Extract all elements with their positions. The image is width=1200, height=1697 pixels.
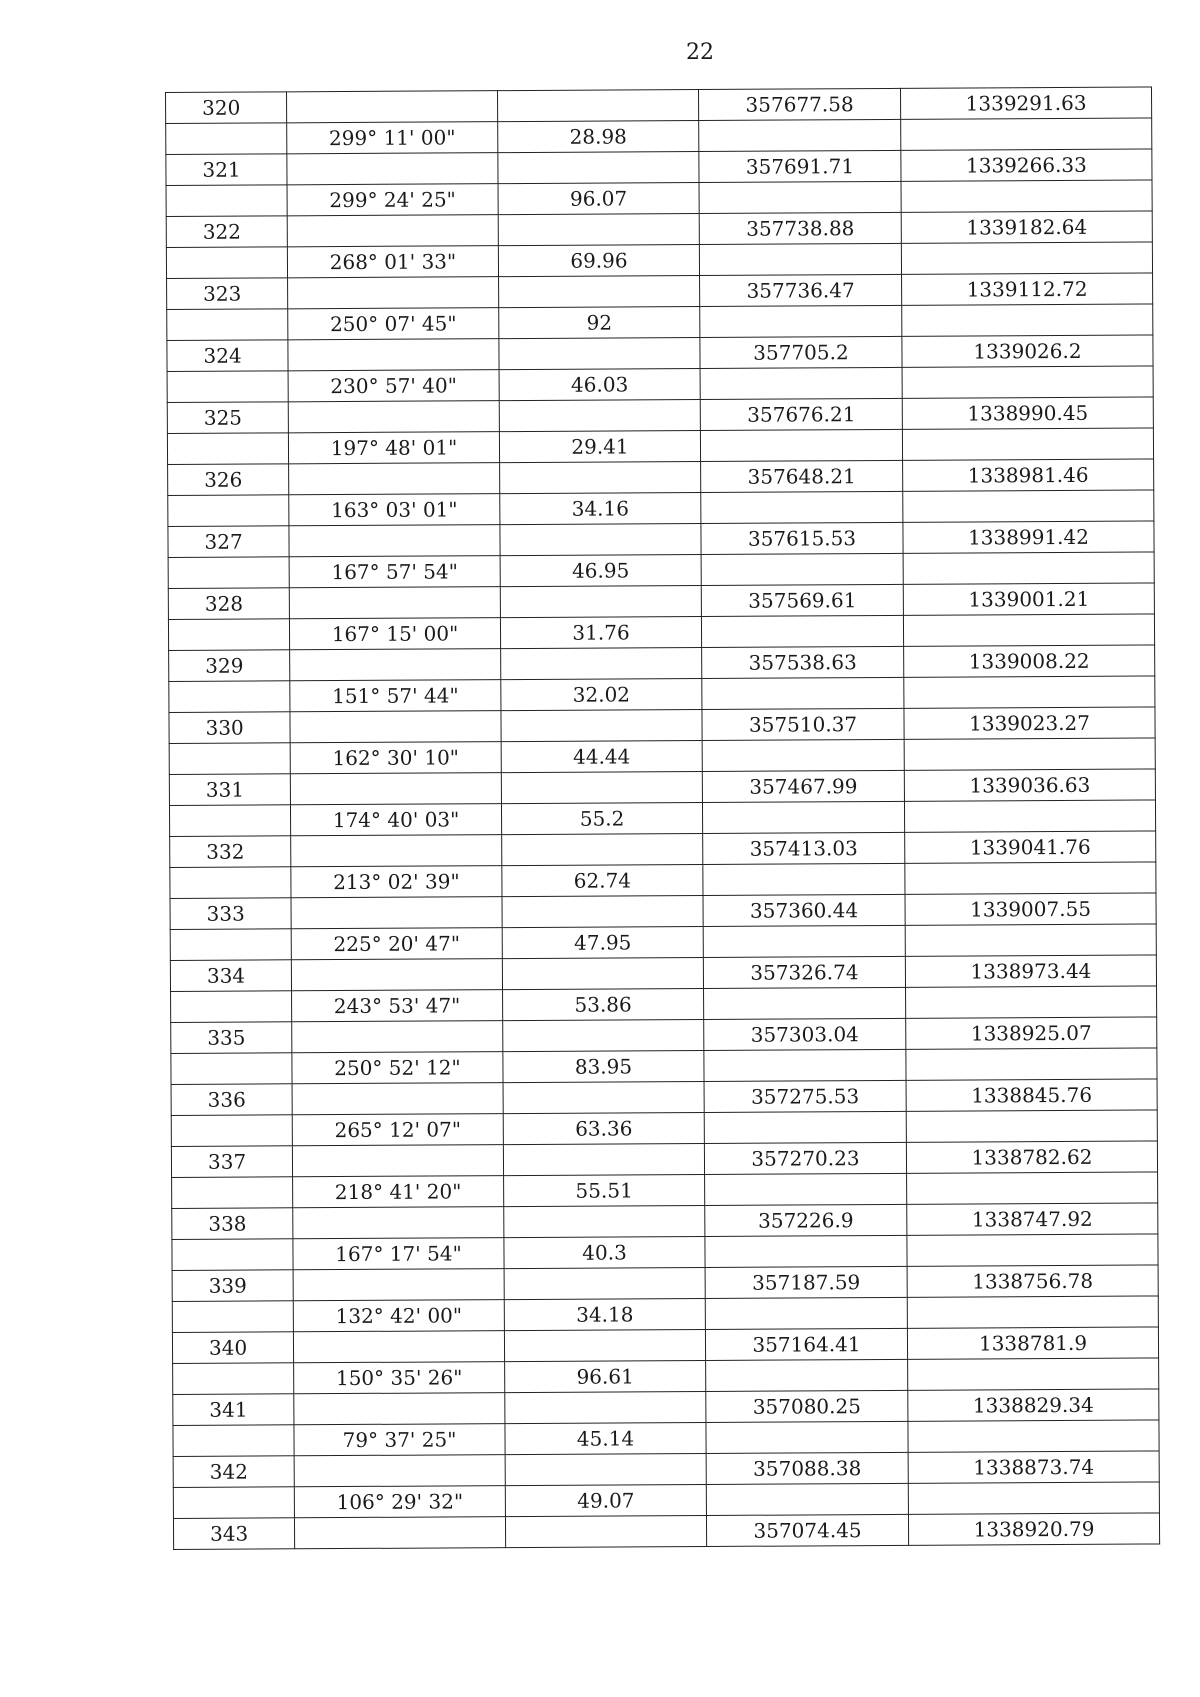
station-id-cell: 342 xyxy=(173,1456,294,1488)
station-id-cell: 321 xyxy=(166,154,287,186)
station-row xyxy=(170,955,1156,992)
bearing-cell: 106° 29' 32" xyxy=(294,1486,505,1518)
empty-distance-cell xyxy=(503,1082,704,1114)
northing-cell: 1339007.55 xyxy=(905,893,1156,925)
northing-cell: 1338845.76 xyxy=(906,1079,1157,1111)
empty-easting-cell xyxy=(705,1297,907,1329)
empty-station-cell xyxy=(172,1239,293,1271)
bearing-cell: 218° 41' 20" xyxy=(293,1176,504,1208)
distance-cell: 83.95 xyxy=(503,1051,704,1083)
empty-distance-cell xyxy=(502,896,703,928)
empty-easting-cell xyxy=(706,1359,908,1391)
empty-station-cell xyxy=(169,681,290,713)
empty-northing-cell xyxy=(907,1296,1158,1328)
empty-station-cell xyxy=(171,1115,292,1147)
station-row xyxy=(167,273,1153,310)
empty-easting-cell xyxy=(706,1421,908,1453)
empty-distance-cell xyxy=(501,772,702,804)
empty-easting-cell xyxy=(701,615,903,647)
empty-bearing-cell xyxy=(290,773,501,805)
bearing-cell: 213° 02' 39" xyxy=(291,866,502,898)
station-row xyxy=(171,1017,1157,1054)
distance-cell: 44.44 xyxy=(501,741,702,773)
empty-station-cell xyxy=(168,557,289,589)
distance-cell: 62.74 xyxy=(502,865,703,897)
empty-distance-cell xyxy=(504,1206,705,1238)
station-row xyxy=(173,1451,1159,1488)
bearing-cell: 250° 52' 12" xyxy=(292,1052,503,1084)
empty-bearing-cell xyxy=(293,1331,504,1363)
empty-station-cell xyxy=(166,247,287,279)
empty-easting-cell xyxy=(700,429,902,461)
empty-easting-cell xyxy=(705,1235,907,1267)
empty-bearing-cell xyxy=(292,1083,503,1115)
easting-cell: 357088.38 xyxy=(706,1452,908,1484)
empty-station-cell xyxy=(167,309,288,341)
northing-cell: 1339008.22 xyxy=(904,645,1155,677)
easting-cell: 357736.47 xyxy=(700,274,902,306)
empty-bearing-cell xyxy=(290,649,501,681)
station-id-cell: 323 xyxy=(167,278,288,310)
bearing-cell: 167° 57' 54" xyxy=(289,556,500,588)
easting-cell: 357413.03 xyxy=(703,832,905,864)
northing-cell: 1338925.07 xyxy=(906,1017,1157,1049)
empty-northing-cell xyxy=(906,1110,1157,1142)
station-row xyxy=(169,707,1155,744)
empty-station-cell xyxy=(168,495,289,527)
empty-distance-cell xyxy=(498,214,699,246)
empty-easting-cell xyxy=(699,243,901,275)
bearing-cell: 167° 17' 54" xyxy=(293,1238,504,1270)
easting-cell: 357738.88 xyxy=(699,212,901,244)
empty-easting-cell xyxy=(700,367,902,399)
empty-distance-cell xyxy=(505,1392,706,1424)
distance-cell: 69.96 xyxy=(498,245,699,277)
empty-distance-cell xyxy=(499,338,700,370)
empty-easting-cell xyxy=(703,925,905,957)
empty-distance-cell xyxy=(498,152,699,184)
empty-northing-cell xyxy=(904,676,1155,708)
station-row xyxy=(169,645,1155,682)
bearing-cell: 79° 37' 25" xyxy=(294,1424,505,1456)
empty-bearing-cell xyxy=(288,277,499,309)
easting-cell: 357510.37 xyxy=(702,708,904,740)
station-id-cell: 327 xyxy=(168,526,289,558)
empty-distance-cell xyxy=(502,834,703,866)
bearing-cell: 150° 35' 26" xyxy=(294,1362,505,1394)
empty-northing-cell xyxy=(906,986,1157,1018)
empty-northing-cell xyxy=(908,1358,1159,1390)
easting-cell: 357275.53 xyxy=(704,1080,906,1112)
station-id-cell: 329 xyxy=(169,650,290,682)
bearing-cell: 163° 03' 01" xyxy=(289,494,500,526)
bearing-cell: 268° 01' 33" xyxy=(287,246,498,278)
distance-cell: 55.51 xyxy=(504,1175,705,1207)
empty-station-cell xyxy=(172,1301,293,1333)
bearing-cell: 162° 30' 10" xyxy=(290,742,501,774)
station-id-cell: 336 xyxy=(171,1084,292,1116)
empty-bearing-cell xyxy=(287,153,498,185)
station-id-cell: 337 xyxy=(171,1146,292,1178)
easting-cell: 357691.71 xyxy=(699,150,901,182)
distance-cell: 53.86 xyxy=(503,989,704,1021)
bearing-cell: 230° 57' 40" xyxy=(288,370,499,402)
empty-northing-cell xyxy=(903,490,1154,522)
northing-cell: 1339036.63 xyxy=(904,769,1155,801)
empty-bearing-cell xyxy=(288,401,499,433)
empty-easting-cell xyxy=(702,739,904,771)
empty-distance-cell xyxy=(502,958,703,990)
easting-cell: 357226.9 xyxy=(705,1204,907,1236)
empty-station-cell xyxy=(173,1425,294,1457)
northing-cell: 1338991.42 xyxy=(903,521,1154,553)
distance-cell: 55.2 xyxy=(501,803,702,835)
survey-coordinates-table xyxy=(165,86,1160,1549)
station-id-cell: 324 xyxy=(167,340,288,372)
distance-cell: 92 xyxy=(499,307,700,339)
empty-northing-cell xyxy=(908,1420,1159,1452)
empty-northing-cell xyxy=(901,242,1152,274)
northing-cell: 1338747.92 xyxy=(907,1203,1158,1235)
empty-northing-cell xyxy=(908,1482,1159,1514)
distance-cell: 45.14 xyxy=(505,1422,706,1454)
distance-cell: 40.3 xyxy=(504,1237,705,1269)
distance-cell: 47.95 xyxy=(502,927,703,959)
empty-distance-cell xyxy=(500,524,701,556)
station-id-cell: 330 xyxy=(169,712,290,744)
empty-northing-cell xyxy=(904,800,1155,832)
northing-cell: 1339023.27 xyxy=(904,707,1155,739)
station-row xyxy=(166,149,1152,186)
northing-cell: 1338782.62 xyxy=(906,1141,1157,1173)
empty-station-cell xyxy=(169,743,290,775)
easting-cell: 357326.74 xyxy=(703,956,905,988)
empty-easting-cell xyxy=(701,553,903,585)
empty-northing-cell xyxy=(905,862,1156,894)
empty-bearing-cell xyxy=(289,525,500,557)
station-row xyxy=(172,1203,1158,1240)
station-row xyxy=(173,1389,1159,1426)
station-id-cell: 328 xyxy=(168,588,289,620)
bearing-cell: 151° 57' 44" xyxy=(290,680,501,712)
station-id-cell: 335 xyxy=(171,1022,292,1054)
empty-distance-cell xyxy=(500,586,701,618)
station-row xyxy=(171,1141,1157,1178)
empty-bearing-cell xyxy=(289,463,500,495)
empty-bearing-cell xyxy=(292,1145,503,1177)
station-row xyxy=(167,397,1153,434)
empty-distance-cell xyxy=(501,648,702,680)
station-row xyxy=(172,1327,1158,1364)
bearing-cell: 174° 40' 03" xyxy=(290,804,501,836)
empty-station-cell xyxy=(167,433,288,465)
station-row xyxy=(169,769,1155,806)
empty-distance-cell xyxy=(505,1453,706,1485)
easting-cell: 357303.04 xyxy=(704,1018,906,1050)
northing-cell: 1338829.34 xyxy=(908,1389,1159,1421)
easting-cell: 357467.99 xyxy=(702,770,904,802)
bearing-cell: 299° 24' 25" xyxy=(287,184,498,216)
empty-distance-cell xyxy=(499,276,700,308)
empty-station-cell xyxy=(172,1177,293,1209)
station-row xyxy=(171,1079,1157,1116)
easting-cell: 357615.53 xyxy=(701,522,903,554)
distance-cell: 96.07 xyxy=(498,183,699,215)
empty-bearing-cell xyxy=(287,215,498,247)
distance-cell: 96.61 xyxy=(505,1361,706,1393)
empty-northing-cell xyxy=(902,304,1153,336)
station-row xyxy=(168,459,1154,496)
empty-easting-cell xyxy=(702,801,904,833)
distance-cell: 29.41 xyxy=(499,431,700,463)
empty-station-cell xyxy=(171,991,292,1023)
bearing-cell: 250° 07' 45" xyxy=(288,308,499,340)
easting-cell: 357360.44 xyxy=(703,894,905,926)
bearing-cell: 243° 53' 47" xyxy=(292,990,503,1022)
station-row xyxy=(172,1265,1158,1302)
empty-northing-cell xyxy=(901,118,1152,150)
empty-bearing-cell xyxy=(292,1021,503,1053)
empty-easting-cell xyxy=(699,181,901,213)
empty-bearing-cell xyxy=(290,711,501,743)
station-row xyxy=(170,831,1156,868)
northing-cell: 1338873.74 xyxy=(908,1451,1159,1483)
empty-bearing-cell xyxy=(294,1455,505,1487)
empty-northing-cell xyxy=(903,552,1154,584)
empty-distance-cell xyxy=(503,1144,704,1176)
page-number: 22 xyxy=(686,40,714,65)
empty-station-cell xyxy=(167,371,288,403)
empty-easting-cell xyxy=(704,1111,906,1143)
empty-easting-cell xyxy=(705,1173,907,1205)
empty-bearing-cell xyxy=(294,1393,505,1425)
empty-northing-cell xyxy=(902,366,1153,398)
empty-northing-cell xyxy=(907,1234,1158,1266)
station-id-cell: 326 xyxy=(168,464,289,496)
empty-distance-cell xyxy=(504,1268,705,1300)
empty-distance-cell xyxy=(505,1515,706,1547)
empty-northing-cell xyxy=(907,1172,1158,1204)
empty-bearing-cell xyxy=(291,897,502,929)
empty-bearing-cell xyxy=(288,339,499,371)
empty-station-cell xyxy=(166,185,287,217)
easting-cell: 357705.2 xyxy=(700,336,902,368)
empty-distance-cell xyxy=(503,1020,704,1052)
empty-bearing-cell xyxy=(291,959,502,991)
northing-cell: 1339026.2 xyxy=(902,335,1153,367)
empty-distance-cell xyxy=(501,710,702,742)
station-id-cell: 333 xyxy=(170,898,291,930)
bearing-cell: 132° 42' 00" xyxy=(293,1300,504,1332)
distance-cell: 28.98 xyxy=(498,121,699,153)
empty-station-cell xyxy=(170,929,291,961)
bearing-cell: 225° 20' 47" xyxy=(291,928,502,960)
bearing-cell: 299° 11' 00" xyxy=(287,122,498,154)
northing-cell: 1339266.33 xyxy=(901,149,1152,181)
northing-cell: 1339291.63 xyxy=(900,87,1151,119)
distance-cell: 49.07 xyxy=(505,1484,706,1516)
empty-bearing-cell xyxy=(287,91,498,123)
empty-distance-cell xyxy=(500,462,701,494)
empty-bearing-cell xyxy=(289,587,500,619)
easting-cell: 357164.41 xyxy=(705,1328,907,1360)
empty-northing-cell xyxy=(903,614,1154,646)
empty-station-cell xyxy=(171,1053,292,1085)
easting-cell: 357648.21 xyxy=(701,460,903,492)
northing-cell: 1338990.45 xyxy=(902,397,1153,429)
empty-station-cell xyxy=(173,1363,294,1395)
station-row xyxy=(173,1513,1159,1550)
distance-cell: 46.03 xyxy=(499,369,700,401)
northing-cell: 1338973.44 xyxy=(905,955,1156,987)
empty-bearing-cell xyxy=(294,1517,505,1549)
station-row xyxy=(168,583,1154,620)
empty-easting-cell xyxy=(703,863,905,895)
station-id-cell: 341 xyxy=(173,1394,294,1426)
station-id-cell: 343 xyxy=(173,1518,294,1550)
distance-cell: 63.36 xyxy=(503,1113,704,1145)
station-row xyxy=(167,335,1153,372)
empty-easting-cell xyxy=(700,305,902,337)
station-id-cell: 340 xyxy=(172,1332,293,1364)
station-id-cell: 322 xyxy=(166,216,287,248)
distance-cell: 32.02 xyxy=(501,679,702,711)
bearing-cell: 197° 48' 01" xyxy=(288,432,499,464)
distance-cell: 31.76 xyxy=(500,617,701,649)
station-id-cell: 320 xyxy=(166,92,287,124)
northing-cell: 1338920.79 xyxy=(908,1513,1159,1545)
empty-easting-cell xyxy=(704,987,906,1019)
empty-northing-cell xyxy=(901,180,1152,212)
bearing-cell: 167° 15' 00" xyxy=(289,618,500,650)
station-id-cell: 339 xyxy=(172,1270,293,1302)
empty-bearing-cell xyxy=(291,835,502,867)
empty-easting-cell xyxy=(702,677,904,709)
station-row xyxy=(166,87,1152,124)
distance-cell: 46.95 xyxy=(500,555,701,587)
station-row xyxy=(166,211,1152,248)
empty-station-cell xyxy=(170,867,291,899)
station-id-cell: 331 xyxy=(169,774,290,806)
northing-cell: 1339001.21 xyxy=(903,583,1154,615)
empty-northing-cell xyxy=(904,738,1155,770)
empty-station-cell xyxy=(168,619,289,651)
easting-cell: 357074.45 xyxy=(706,1514,908,1546)
empty-northing-cell xyxy=(905,924,1156,956)
empty-easting-cell xyxy=(701,491,903,523)
empty-station-cell xyxy=(166,123,287,155)
empty-bearing-cell xyxy=(293,1269,504,1301)
easting-cell: 357187.59 xyxy=(705,1266,907,1298)
northing-cell: 1338981.46 xyxy=(903,459,1154,491)
empty-station-cell xyxy=(169,805,290,837)
easting-cell: 357569.61 xyxy=(701,584,903,616)
easting-cell: 357676.21 xyxy=(700,398,902,430)
northing-cell: 1339112.72 xyxy=(902,273,1153,305)
northing-cell: 1339041.76 xyxy=(905,831,1156,863)
station-row xyxy=(168,521,1154,558)
station-id-cell: 338 xyxy=(172,1208,293,1240)
empty-distance-cell xyxy=(499,400,700,432)
empty-northing-cell xyxy=(902,428,1153,460)
station-id-cell: 332 xyxy=(170,836,291,868)
station-row xyxy=(170,893,1156,930)
empty-easting-cell xyxy=(699,119,901,151)
bearing-cell: 265° 12' 07" xyxy=(292,1114,503,1146)
empty-distance-cell xyxy=(504,1330,705,1362)
easting-cell: 357270.23 xyxy=(704,1142,906,1174)
distance-cell: 34.18 xyxy=(504,1299,705,1331)
empty-station-cell xyxy=(173,1487,294,1519)
station-id-cell: 325 xyxy=(167,402,288,434)
empty-easting-cell xyxy=(706,1483,908,1515)
empty-easting-cell xyxy=(704,1049,906,1081)
station-id-cell: 334 xyxy=(170,960,291,992)
northing-cell: 1338781.9 xyxy=(907,1327,1158,1359)
easting-cell: 357538.63 xyxy=(702,646,904,678)
empty-distance-cell xyxy=(497,90,698,122)
northing-cell: 1338756.78 xyxy=(907,1265,1158,1297)
empty-northing-cell xyxy=(906,1048,1157,1080)
northing-cell: 1339182.64 xyxy=(901,211,1152,243)
easting-cell: 357677.58 xyxy=(698,88,900,120)
distance-cell: 34.16 xyxy=(500,493,701,525)
empty-bearing-cell xyxy=(293,1207,504,1239)
easting-cell: 357080.25 xyxy=(706,1390,908,1422)
